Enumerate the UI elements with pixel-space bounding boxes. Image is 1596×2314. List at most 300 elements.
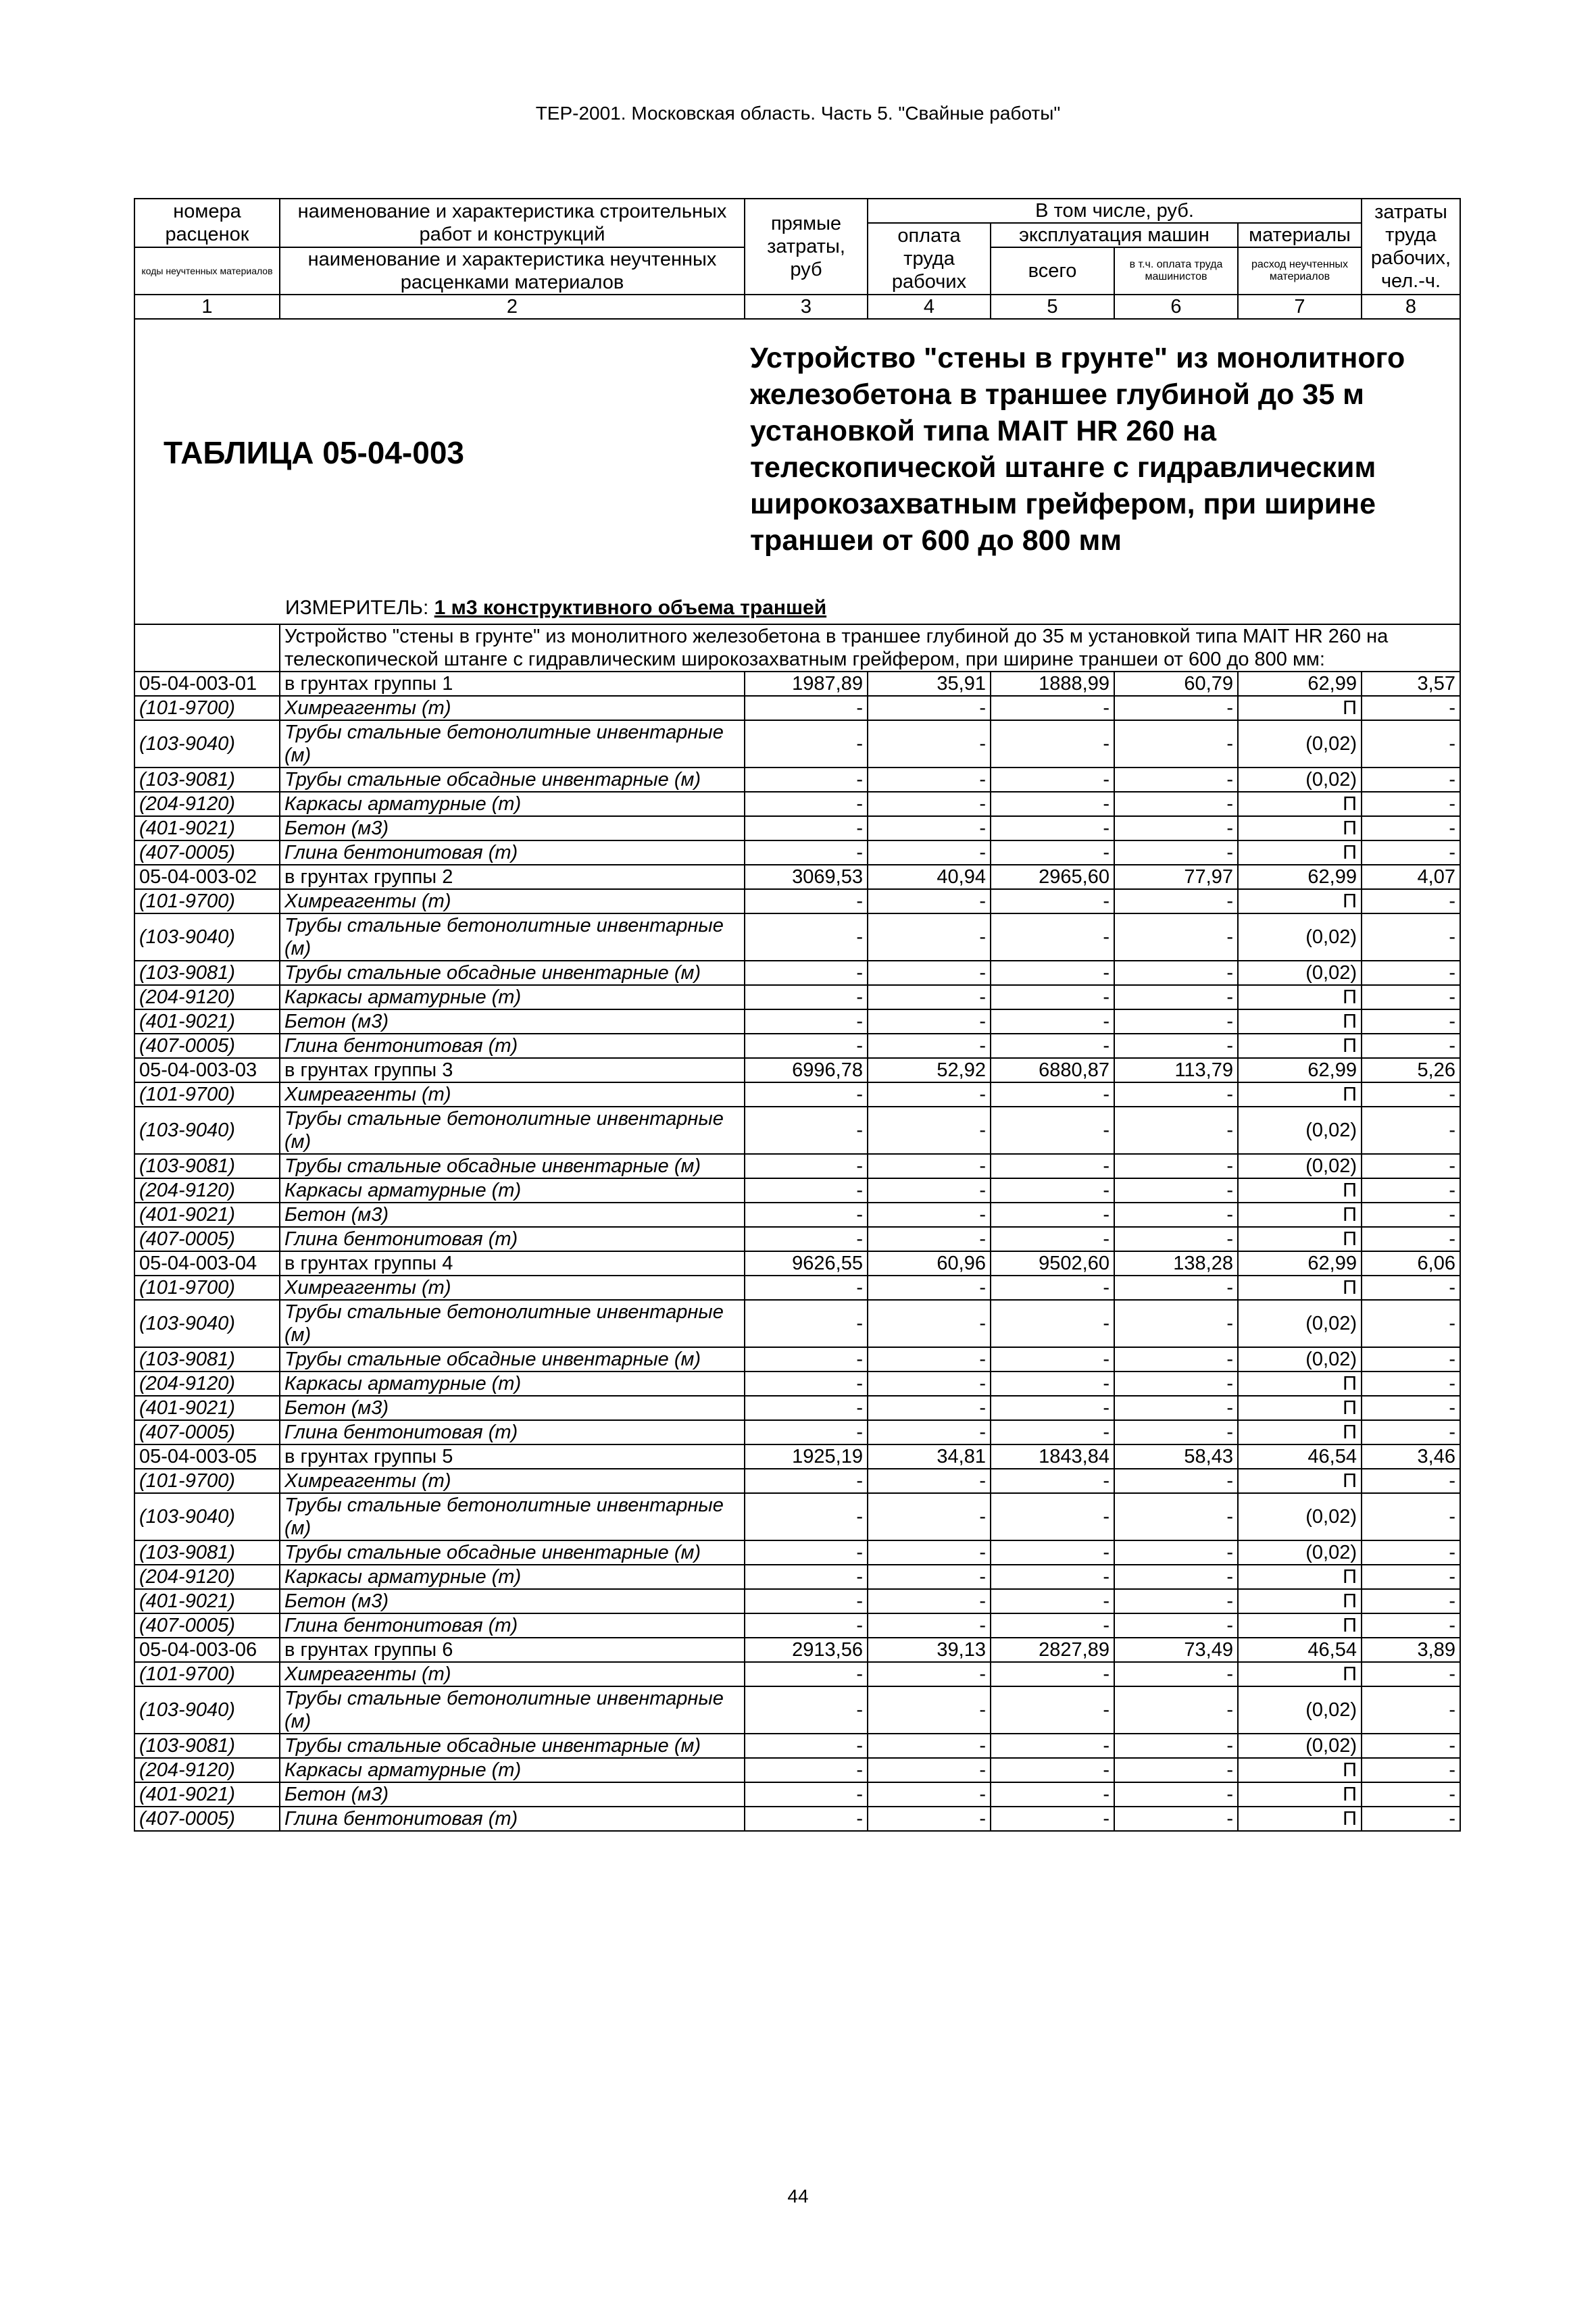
material-name: Бетон (м3) (280, 1009, 745, 1034)
material-name: Глина бентонитовая (т) (280, 1034, 745, 1058)
rate-row (134, 672, 1460, 696)
material-code: (407-0005) (134, 1807, 280, 1831)
empty-value: - (745, 1540, 868, 1565)
rate-value-c4: 60,96 (868, 1251, 991, 1276)
header-mach: эксплуатация машин (991, 223, 1238, 247)
empty-value: - (1114, 913, 1238, 961)
empty-value: - (868, 1227, 991, 1251)
empty-value: - (1362, 1613, 1460, 1638)
material-row (134, 1734, 1460, 1758)
material-row (134, 1107, 1460, 1154)
empty-value: - (1362, 1420, 1460, 1444)
material-name: Трубы стальные обсадные инвентарные (м) (280, 1347, 745, 1372)
rate-value-c3: 6996,78 (745, 1058, 868, 1082)
empty-value: - (1114, 1009, 1238, 1034)
table-code: ТАБЛИЦА 05-04-003 (164, 435, 464, 470)
col-num: 7 (1238, 295, 1362, 319)
rate-code: 05-04-003-03 (134, 1058, 280, 1082)
empty-value: - (1362, 1276, 1460, 1300)
material-consumption: П (1238, 1227, 1362, 1251)
empty-value: - (991, 1009, 1114, 1034)
empty-value: - (1114, 1807, 1238, 1831)
empty-value: - (991, 1276, 1114, 1300)
header-c7: расход неучтенных материалов (1238, 247, 1362, 295)
rate-value-c3: 1925,19 (745, 1444, 868, 1469)
col-num: 1 (134, 295, 280, 319)
empty-value: - (868, 961, 991, 985)
material-code: (103-9040) (134, 1107, 280, 1154)
empty-value: - (1362, 840, 1460, 865)
empty-value: - (1114, 985, 1238, 1009)
material-name: Трубы стальные бетонолитные инвентарные (м) (280, 1686, 745, 1734)
empty-value: - (868, 1276, 991, 1300)
empty-value: - (745, 1372, 868, 1396)
table-description: Устройство "стены в грунте" из монолитного железобетона в траншее глубиной до 35 м установкой типа MAIT HR 260 на телескопической штанге с гидравлическим широкозахватным грейфером, при ширине траншеи от 600 до 800 мм (750, 342, 1405, 557)
material-name: Каркасы арматурные (т) (280, 1372, 745, 1396)
empty-value: - (868, 1203, 991, 1227)
material-name: Химреагенты (т) (280, 1082, 745, 1107)
material-consumption: (0,02) (1238, 720, 1362, 768)
empty-value: - (991, 1469, 1114, 1493)
material-code: (103-9081) (134, 1540, 280, 1565)
empty-value: - (745, 1613, 868, 1638)
empty-value: - (991, 1540, 1114, 1565)
empty-value: - (991, 1082, 1114, 1107)
empty-value: - (1362, 1009, 1460, 1034)
groups-body (134, 672, 1460, 1831)
material-row (134, 1300, 1460, 1347)
empty-value: - (1114, 792, 1238, 816)
empty-value: - (991, 1154, 1114, 1178)
empty-value: - (1362, 913, 1460, 961)
material-code: (401-9021) (134, 816, 280, 840)
empty-value: - (1114, 1300, 1238, 1347)
rate-value-c3: 1987,89 (745, 672, 868, 696)
material-consumption: П (1238, 1178, 1362, 1203)
material-row (134, 1565, 1460, 1589)
material-consumption: П (1238, 816, 1362, 840)
material-row (134, 1178, 1460, 1203)
material-code: (103-9040) (134, 1493, 280, 1540)
empty-value: - (991, 1807, 1114, 1831)
empty-value: - (991, 1420, 1114, 1444)
material-code: (204-9120) (134, 985, 280, 1009)
empty-value: - (991, 1107, 1114, 1154)
empty-value: - (868, 1540, 991, 1565)
empty-value: - (1114, 1178, 1238, 1203)
header-c1-bottom: коды неучтенных материалов (134, 247, 280, 295)
empty-value: - (991, 889, 1114, 913)
empty-value: - (745, 1565, 868, 1589)
material-row (134, 1154, 1460, 1178)
material-row (134, 720, 1460, 768)
empty-value: - (745, 840, 868, 865)
empty-value: - (868, 1589, 991, 1613)
material-row (134, 1807, 1460, 1831)
material-consumption: П (1238, 1469, 1362, 1493)
empty-value: - (868, 889, 991, 913)
empty-value: - (868, 1758, 991, 1782)
rate-value-c8: 5,26 (1362, 1058, 1460, 1082)
empty-value: - (1114, 840, 1238, 865)
empty-value: - (868, 1300, 991, 1347)
material-consumption: П (1238, 1589, 1362, 1613)
empty-value: - (1362, 1782, 1460, 1807)
empty-value: - (868, 768, 991, 792)
rate-value-c5: 6880,87 (991, 1058, 1114, 1082)
empty-value: - (745, 1034, 868, 1058)
empty-value: - (745, 913, 868, 961)
material-code: (101-9700) (134, 1469, 280, 1493)
empty-value: - (745, 1734, 868, 1758)
empty-value: - (1362, 1589, 1460, 1613)
material-row (134, 1420, 1460, 1444)
empty-value: - (745, 1082, 868, 1107)
table-title-block (134, 319, 1460, 624)
material-row (134, 889, 1460, 913)
material-row (134, 1782, 1460, 1807)
empty-value: - (1114, 1034, 1238, 1058)
empty-value: - (991, 1300, 1114, 1347)
material-code: (204-9120) (134, 1758, 280, 1782)
empty-value: - (1362, 1469, 1460, 1493)
empty-value: - (868, 1662, 991, 1686)
empty-value: - (745, 1493, 868, 1540)
empty-value: - (1362, 1300, 1460, 1347)
empty-value: - (745, 1347, 868, 1372)
material-code: (103-9081) (134, 1734, 280, 1758)
material-row (134, 1686, 1460, 1734)
col-num: 8 (1362, 295, 1460, 319)
empty-value: - (1362, 792, 1460, 816)
empty-value: - (868, 1009, 991, 1034)
material-name: Трубы стальные бетонолитные инвентарные (м) (280, 1300, 745, 1347)
empty-value: - (991, 1782, 1114, 1807)
empty-value: - (1114, 1396, 1238, 1420)
material-consumption: (0,02) (1238, 1493, 1362, 1540)
material-code: (204-9120) (134, 1372, 280, 1396)
material-consumption: (0,02) (1238, 1734, 1362, 1758)
header-c2-top: наименование и характеристика строительных работ и конструкций (280, 199, 745, 247)
empty-value: - (991, 792, 1114, 816)
material-code: (204-9120) (134, 792, 280, 816)
page-header: ТЕР-2001. Московская область. Часть 5. "Свайные работы" (535, 103, 1061, 124)
rate-name: в грунтах группы 3 (280, 1058, 745, 1082)
empty-value: - (1114, 1565, 1238, 1589)
empty-value: - (745, 768, 868, 792)
material-consumption: П (1238, 696, 1362, 720)
material-code: (401-9021) (134, 1203, 280, 1227)
material-row (134, 768, 1460, 792)
material-row (134, 985, 1460, 1009)
rate-value-c4: 39,13 (868, 1638, 991, 1662)
empty-value: - (991, 840, 1114, 865)
material-name: Глина бентонитовая (т) (280, 1807, 745, 1831)
measure-label: ИЗМЕРИТЕЛЬ: (285, 597, 429, 619)
material-code: (407-0005) (134, 1613, 280, 1638)
material-name: Глина бентонитовая (т) (280, 1420, 745, 1444)
material-name: Бетон (м3) (280, 1782, 745, 1807)
empty-value: - (991, 1347, 1114, 1372)
rate-value-c5: 2827,89 (991, 1638, 1114, 1662)
col-num: 6 (1114, 295, 1238, 319)
rate-value-c3: 3069,53 (745, 865, 868, 889)
rate-value-c4: 52,92 (868, 1058, 991, 1082)
material-code: (101-9700) (134, 1082, 280, 1107)
empty-value: - (991, 720, 1114, 768)
material-code: (204-9120) (134, 1178, 280, 1203)
col-num: 3 (745, 295, 868, 319)
empty-value: - (868, 1469, 991, 1493)
rate-value-c7: 62,99 (1238, 672, 1362, 696)
empty-value: - (868, 1034, 991, 1058)
material-name: Каркасы арматурные (т) (280, 1565, 745, 1589)
empty-value: - (745, 889, 868, 913)
empty-value: - (745, 792, 868, 816)
header-incl: В том числе, руб. (868, 199, 1362, 223)
empty-value: - (745, 1227, 868, 1251)
material-code: (103-9040) (134, 1686, 280, 1734)
empty-value: - (868, 1782, 991, 1807)
empty-value: - (1114, 816, 1238, 840)
material-consumption: П (1238, 1420, 1362, 1444)
material-consumption: П (1238, 1782, 1362, 1807)
empty-value: - (745, 1107, 868, 1154)
material-code: (401-9021) (134, 1782, 280, 1807)
material-code: (407-0005) (134, 1420, 280, 1444)
material-name: Бетон (м3) (280, 1203, 745, 1227)
material-name: Каркасы арматурные (т) (280, 985, 745, 1009)
empty-value: - (868, 1178, 991, 1203)
col-num: 2 (280, 295, 745, 319)
empty-value: - (868, 696, 991, 720)
empty-value: - (745, 1396, 868, 1420)
empty-value: - (745, 961, 868, 985)
rate-name: в грунтах группы 5 (280, 1444, 745, 1469)
empty-value: - (1362, 1540, 1460, 1565)
material-consumption: П (1238, 1565, 1362, 1589)
rate-value-c5: 2965,60 (991, 865, 1114, 889)
material-code: (103-9081) (134, 961, 280, 985)
rate-name: в грунтах группы 6 (280, 1638, 745, 1662)
material-consumption: П (1238, 1758, 1362, 1782)
material-name: Трубы стальные обсадные инвентарные (м) (280, 1734, 745, 1758)
empty-value: - (991, 1493, 1114, 1540)
table-header (134, 199, 1460, 319)
empty-value: - (1114, 1493, 1238, 1540)
rate-value-c3: 2913,56 (745, 1638, 868, 1662)
material-row (134, 1347, 1460, 1372)
rate-value-c6: 138,28 (1114, 1251, 1238, 1276)
empty-value: - (1362, 1347, 1460, 1372)
rate-value-c7: 46,54 (1238, 1444, 1362, 1469)
material-name: Трубы стальные обсадные инвентарные (м) (280, 961, 745, 985)
empty-value: - (991, 1613, 1114, 1638)
material-row (134, 1276, 1460, 1300)
material-consumption: (0,02) (1238, 961, 1362, 985)
material-consumption: (0,02) (1238, 768, 1362, 792)
material-code: (103-9081) (134, 768, 280, 792)
empty-value: - (868, 1613, 991, 1638)
col-num: 5 (991, 295, 1114, 319)
empty-value: - (745, 1420, 868, 1444)
rate-value-c7: 62,99 (1238, 1251, 1362, 1276)
empty-value: - (745, 985, 868, 1009)
empty-value: - (1114, 1372, 1238, 1396)
empty-value: - (1362, 816, 1460, 840)
material-consumption: П (1238, 1662, 1362, 1686)
empty-value: - (1114, 1589, 1238, 1613)
material-consumption: П (1238, 1203, 1362, 1227)
rate-value-c8: 3,46 (1362, 1444, 1460, 1469)
material-row (134, 1009, 1460, 1034)
rate-name: в грунтах группы 1 (280, 672, 745, 696)
rate-value-c6: 73,49 (1114, 1638, 1238, 1662)
col-num: 4 (868, 295, 991, 319)
empty-value: - (991, 1178, 1114, 1203)
header-c4: оплата труда рабочих (868, 223, 991, 295)
empty-value: - (868, 1493, 991, 1540)
material-consumption: П (1238, 1396, 1362, 1420)
material-name: Каркасы арматурные (т) (280, 1178, 745, 1203)
empty-value: - (745, 1686, 868, 1734)
empty-value: - (991, 696, 1114, 720)
empty-value: - (991, 1662, 1114, 1686)
empty-value: - (745, 1300, 868, 1347)
rate-code: 05-04-003-05 (134, 1444, 280, 1469)
measure-unit (285, 597, 826, 620)
rate-value-c7: 62,99 (1238, 1058, 1362, 1082)
material-consumption: (0,02) (1238, 1300, 1362, 1347)
empty-value: - (745, 1589, 868, 1613)
empty-value: - (991, 1686, 1114, 1734)
empty-value: - (991, 1758, 1114, 1782)
material-code: (103-9040) (134, 913, 280, 961)
material-code: (401-9021) (134, 1589, 280, 1613)
material-row (134, 913, 1460, 961)
empty-value: - (1362, 696, 1460, 720)
empty-value: - (1114, 768, 1238, 792)
empty-value: - (991, 1372, 1114, 1396)
material-code: (103-9081) (134, 1347, 280, 1372)
rate-code: 05-04-003-01 (134, 672, 280, 696)
material-name: Химреагенты (т) (280, 1662, 745, 1686)
empty-value: - (991, 768, 1114, 792)
material-row (134, 1372, 1460, 1396)
material-consumption: (0,02) (1238, 913, 1362, 961)
material-row (134, 1613, 1460, 1638)
material-row (134, 840, 1460, 865)
empty-value: - (1114, 1107, 1238, 1154)
material-consumption: П (1238, 889, 1362, 913)
material-code: (101-9700) (134, 696, 280, 720)
empty-value: - (745, 1469, 868, 1493)
rate-code: 05-04-003-06 (134, 1638, 280, 1662)
material-row (134, 816, 1460, 840)
empty-value: - (1114, 961, 1238, 985)
empty-value: - (991, 1734, 1114, 1758)
empty-value: - (868, 792, 991, 816)
rate-value-c4: 35,91 (868, 672, 991, 696)
empty-value: - (1362, 1807, 1460, 1831)
material-consumption: (0,02) (1238, 1347, 1362, 1372)
empty-value: - (745, 1178, 868, 1203)
empty-value: - (868, 1420, 991, 1444)
rate-row (134, 1638, 1460, 1662)
empty-value: - (991, 1396, 1114, 1420)
material-row (134, 1493, 1460, 1540)
material-code: (103-9040) (134, 1300, 280, 1347)
empty-value: - (991, 1589, 1114, 1613)
empty-value: - (1114, 1227, 1238, 1251)
empty-value: - (991, 985, 1114, 1009)
empty-value: - (868, 1734, 991, 1758)
header-mat: материалы (1238, 223, 1362, 247)
rate-value-c5: 1888,99 (991, 672, 1114, 696)
material-row (134, 961, 1460, 985)
material-code: (101-9700) (134, 1662, 280, 1686)
rate-row (134, 1251, 1460, 1276)
material-consumption: П (1238, 1372, 1362, 1396)
material-consumption: П (1238, 985, 1362, 1009)
rate-name: в грунтах группы 2 (280, 865, 745, 889)
empty-value: - (745, 1807, 868, 1831)
material-code: (101-9700) (134, 889, 280, 913)
empty-value: - (868, 985, 991, 1009)
empty-value: - (868, 1082, 991, 1107)
material-code: (407-0005) (134, 840, 280, 865)
material-name: Химреагенты (т) (280, 696, 745, 720)
header-c1-top: номера расценок (134, 199, 280, 247)
header-c2-bottom: наименование и характеристика неучтенных расценками материалов (280, 247, 745, 295)
rate-value-c3: 9626,55 (745, 1251, 868, 1276)
empty-value: - (868, 1372, 991, 1396)
material-name: Трубы стальные обсадные инвентарные (м) (280, 1154, 745, 1178)
material-code: (407-0005) (134, 1227, 280, 1251)
empty-value: - (1362, 1372, 1460, 1396)
rate-value-c5: 1843,84 (991, 1444, 1114, 1469)
material-row (134, 1203, 1460, 1227)
rate-name: в грунтах группы 4 (280, 1251, 745, 1276)
rate-value-c7: 46,54 (1238, 1638, 1362, 1662)
material-consumption: (0,02) (1238, 1107, 1362, 1154)
empty-value: - (991, 1203, 1114, 1227)
header-c8: затраты труда рабочих, чел.-ч. (1362, 199, 1460, 295)
material-consumption: (0,02) (1238, 1686, 1362, 1734)
empty-value: - (745, 1154, 868, 1178)
empty-value: - (1362, 1662, 1460, 1686)
material-code: (204-9120) (134, 1565, 280, 1589)
empty-value: - (745, 1276, 868, 1300)
empty-value: - (1114, 1613, 1238, 1638)
material-consumption: (0,02) (1238, 1540, 1362, 1565)
empty-value: - (1362, 1565, 1460, 1589)
rate-row (134, 1444, 1460, 1469)
material-name: Трубы стальные бетонолитные инвентарные (м) (280, 913, 745, 961)
material-row (134, 1396, 1460, 1420)
material-name: Бетон (м3) (280, 816, 745, 840)
header-c6: в т.ч. оплата труда машинистов (1114, 247, 1238, 295)
measure-value: 1 м3 конструктивного объема траншей (434, 597, 827, 619)
material-name: Химреагенты (т) (280, 889, 745, 913)
material-consumption: П (1238, 840, 1362, 865)
empty-value: - (868, 1396, 991, 1420)
rate-value-c6: 113,79 (1114, 1058, 1238, 1082)
rate-value-c6: 77,97 (1114, 865, 1238, 889)
empty-value: - (1362, 1107, 1460, 1154)
empty-value: - (1362, 768, 1460, 792)
material-name: Трубы стальные обсадные инвентарные (м) (280, 768, 745, 792)
